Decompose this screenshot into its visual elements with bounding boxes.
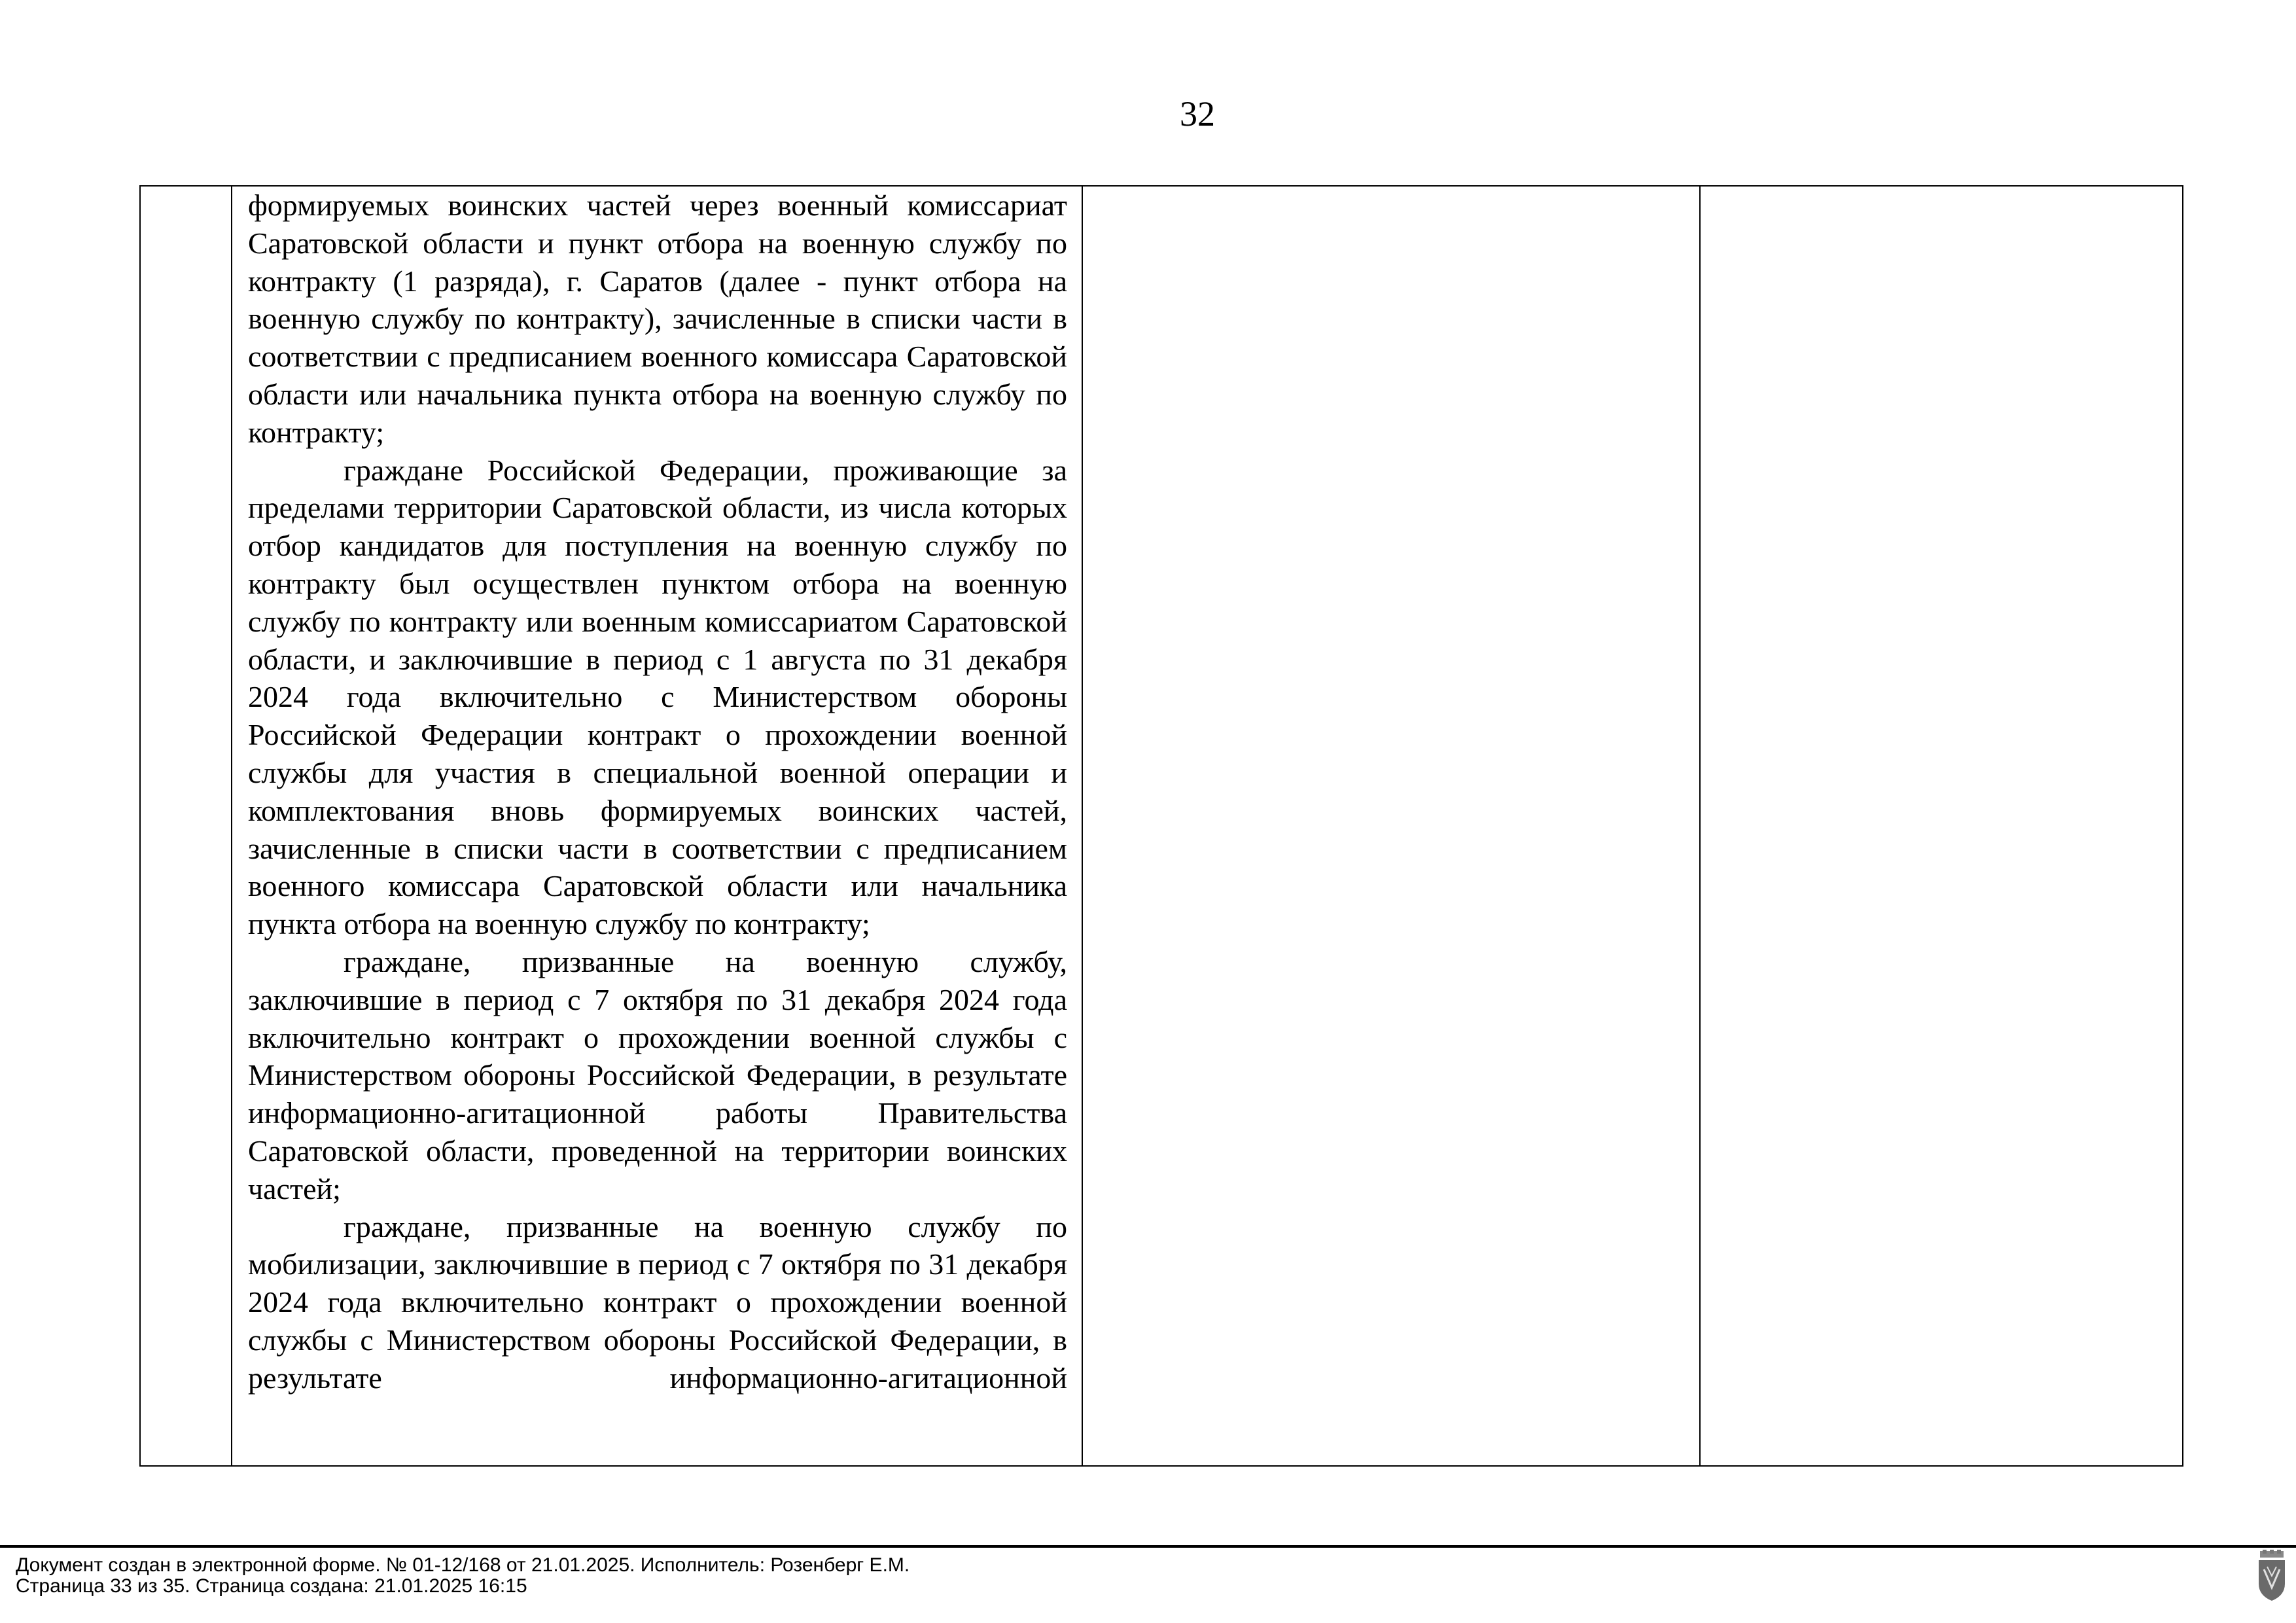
table-column-divider-1: [231, 187, 232, 1465]
footer-divider: [0, 1545, 2296, 1548]
table-column-divider-3: [1699, 187, 1701, 1465]
table-column-divider-2: [1082, 187, 1083, 1465]
paragraph-2: граждане Российской Федерации, проживающие за пределами территории Саратовской области, из числа которых отбор кандидатов для поступления на военную службу по контракту был осуществлен пунктом отбора на военную службу по контракту или военным комиссариатом Саратовской области, и заключившие в период с 1 августа по 31 декабря 2024 года включительно с Министерством обороны Российской Федерации контракт о прохождении военной службы для участия в специальной военной операции и комплектования вновь формируемых воинских частей, зачисленные в списки части в соответствии с предписанием военного комиссара Саратовской области или начальника пункта отбора на военную службу по контракту;: [248, 453, 1067, 941]
footer: [16, 1555, 910, 1597]
document-table: [139, 185, 2183, 1467]
footer-page-info: Страница 33 из 35. Страница создана: 21.01.2025 16:15: [16, 1575, 527, 1597]
paragraph-3: граждане, призванные на военную службу, заключившие в период с 7 октября по 31 декабря 2024 года включительно контракт о прохождении военной службы с Министерством обороны Российской Федерации, в результате информационно-агитационной работы Правительства Саратовской области, проведенной на территории воинских частей;: [248, 944, 1067, 1205]
saratov-coat-of-arms-icon: [2256, 1550, 2287, 1602]
table-cell-text: [248, 187, 1067, 1464]
page-number: 32: [1180, 94, 1215, 134]
paragraph-1: формируемых воинских частей через военный комиссариат Саратовской области и пункт отбора на военную службу по контракту (1 разряда), г. Саратов (далее - пункт отбора на военную службу по контракту), зачисленные в списки части в соответствии с предписанием военного комиссара Саратовской области или начальника пункта отбора на военную службу по контракту;: [248, 188, 1067, 449]
paragraph-4: граждане, призванные на военную службу по мобилизации, заключившие в период с 7 октября по 31 декабря 2024 года включительно контракт о прохождении военной службы с Министерством обороны Российской Федерации, в результате информационно-агитационной: [248, 1209, 1067, 1395]
footer-document-info: Документ создан в электронной форме. № 01-12/168 от 21.01.2025. Исполнитель: Розенберг Е.М.: [16, 1554, 910, 1576]
